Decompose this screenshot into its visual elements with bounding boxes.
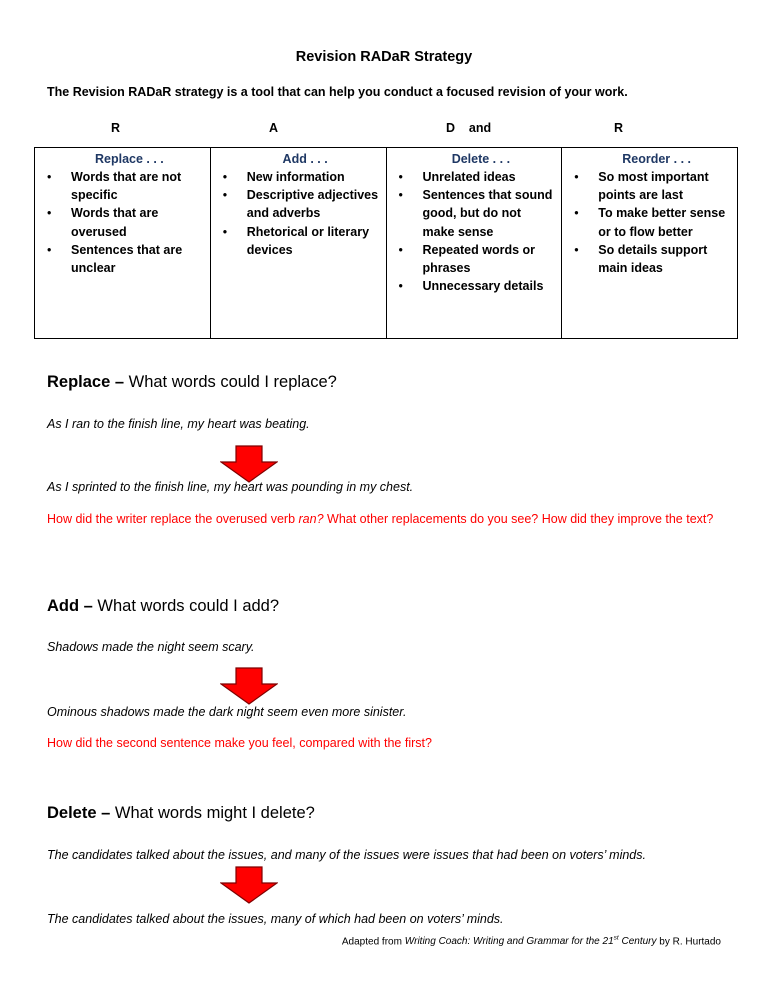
- add-question: How did the second sentence make you feel, compared with the first?: [47, 736, 432, 750]
- list-item: • Rhetorical or literary devices: [217, 223, 380, 259]
- delete-column: [386, 148, 562, 339]
- citation-book-end: Century: [618, 936, 657, 948]
- delete-example-before: The candidates talked about the issues, and many of the issues were issues that had been on voters’ minds.: [47, 848, 646, 862]
- add-example-after: Ominous shadows made the dark night seem even more sinister.: [47, 705, 407, 719]
- add-heading-rest: What words could I add?: [92, 597, 280, 615]
- citation-prefix: Adapted from: [341, 936, 405, 948]
- citation-suffix: by R. Hurtado: [656, 936, 721, 948]
- list-item: • Words that are overused: [41, 204, 204, 240]
- replace-example-after: As I sprinted to the finish line, my heart was pounding in my chest.: [47, 480, 414, 494]
- acronym-letter-r2: R: [614, 121, 624, 135]
- list-item: • Repeated words or phrases: [393, 241, 556, 277]
- delete-section-heading: [47, 804, 315, 823]
- replace-question-emphasis: ran?: [298, 512, 324, 526]
- replace-column: [35, 148, 211, 339]
- list-item: • Unnecessary details: [393, 277, 556, 295]
- replace-example-before: As I ran to the finish line, my heart was beating.: [47, 417, 310, 431]
- acronym-letter-r1: R: [111, 121, 121, 135]
- replace-question-part-a: How did the writer replace the overused verb: [47, 512, 299, 526]
- replace-list: [41, 168, 204, 277]
- add-list: [217, 168, 380, 259]
- delete-example-after: The candidates talked about the issues, many of which had been on voters’ minds.: [47, 912, 504, 926]
- replace-heading-bold: Replace –: [47, 373, 125, 391]
- down-arrow-icon: [220, 445, 278, 483]
- replace-question: [47, 509, 737, 530]
- add-column: [210, 148, 386, 339]
- list-item: • Descriptive adjectives and adverbs: [217, 186, 380, 222]
- add-section-heading: [47, 597, 279, 616]
- replace-heading: Replace . . .: [94, 152, 164, 166]
- list-item: • Sentences that sound good, but do not make sense: [393, 186, 556, 241]
- reorder-heading: Reorder . . .: [622, 152, 692, 166]
- down-arrow-icon: [220, 667, 278, 705]
- intro-text: The Revision RADaR strategy is a tool that can help you conduct a focused revision of your work.: [47, 85, 628, 99]
- reorder-list: [568, 168, 731, 277]
- add-heading-bold: Add –: [47, 597, 93, 615]
- delete-heading-bold: Delete –: [47, 804, 111, 822]
- add-heading: Add . . .: [282, 152, 328, 166]
- citation-book: Writing Coach: Writing and Grammar for the 21: [404, 936, 614, 948]
- acronym-letter-a: A: [269, 121, 279, 135]
- page-title: Revision RADaR Strategy: [295, 49, 473, 65]
- delete-heading-rest: What words might I delete?: [110, 804, 315, 822]
- list-item: • So most important points are last: [568, 168, 731, 204]
- add-example-before: Shadows made the night seem scary.: [47, 640, 255, 654]
- delete-list: [393, 168, 556, 295]
- down-arrow-icon: [220, 866, 278, 904]
- list-item: • To make better sense or to flow better: [568, 204, 731, 240]
- list-item: • Words that are not specific: [41, 168, 204, 204]
- citation-book-title: [405, 936, 657, 947]
- acronym-letters-row: [46, 121, 738, 139]
- replace-question-part-b: What other replacements do you see? How did they improve the text?: [323, 512, 714, 526]
- list-item: • Sentences that are unclear: [41, 241, 204, 277]
- citation-superscript: st: [613, 935, 619, 942]
- replace-section-heading: [47, 373, 337, 392]
- list-item: • New information: [217, 168, 380, 186]
- list-item: • So details support main ideas: [568, 241, 731, 277]
- replace-heading-rest: What words could I replace?: [124, 373, 337, 391]
- radar-table: [34, 147, 738, 339]
- reorder-column: [562, 148, 738, 339]
- list-item: • Unrelated ideas: [393, 168, 556, 186]
- delete-heading: Delete . . .: [451, 152, 511, 166]
- acronym-letter-d: D and: [446, 121, 492, 135]
- source-citation: [342, 935, 721, 947]
